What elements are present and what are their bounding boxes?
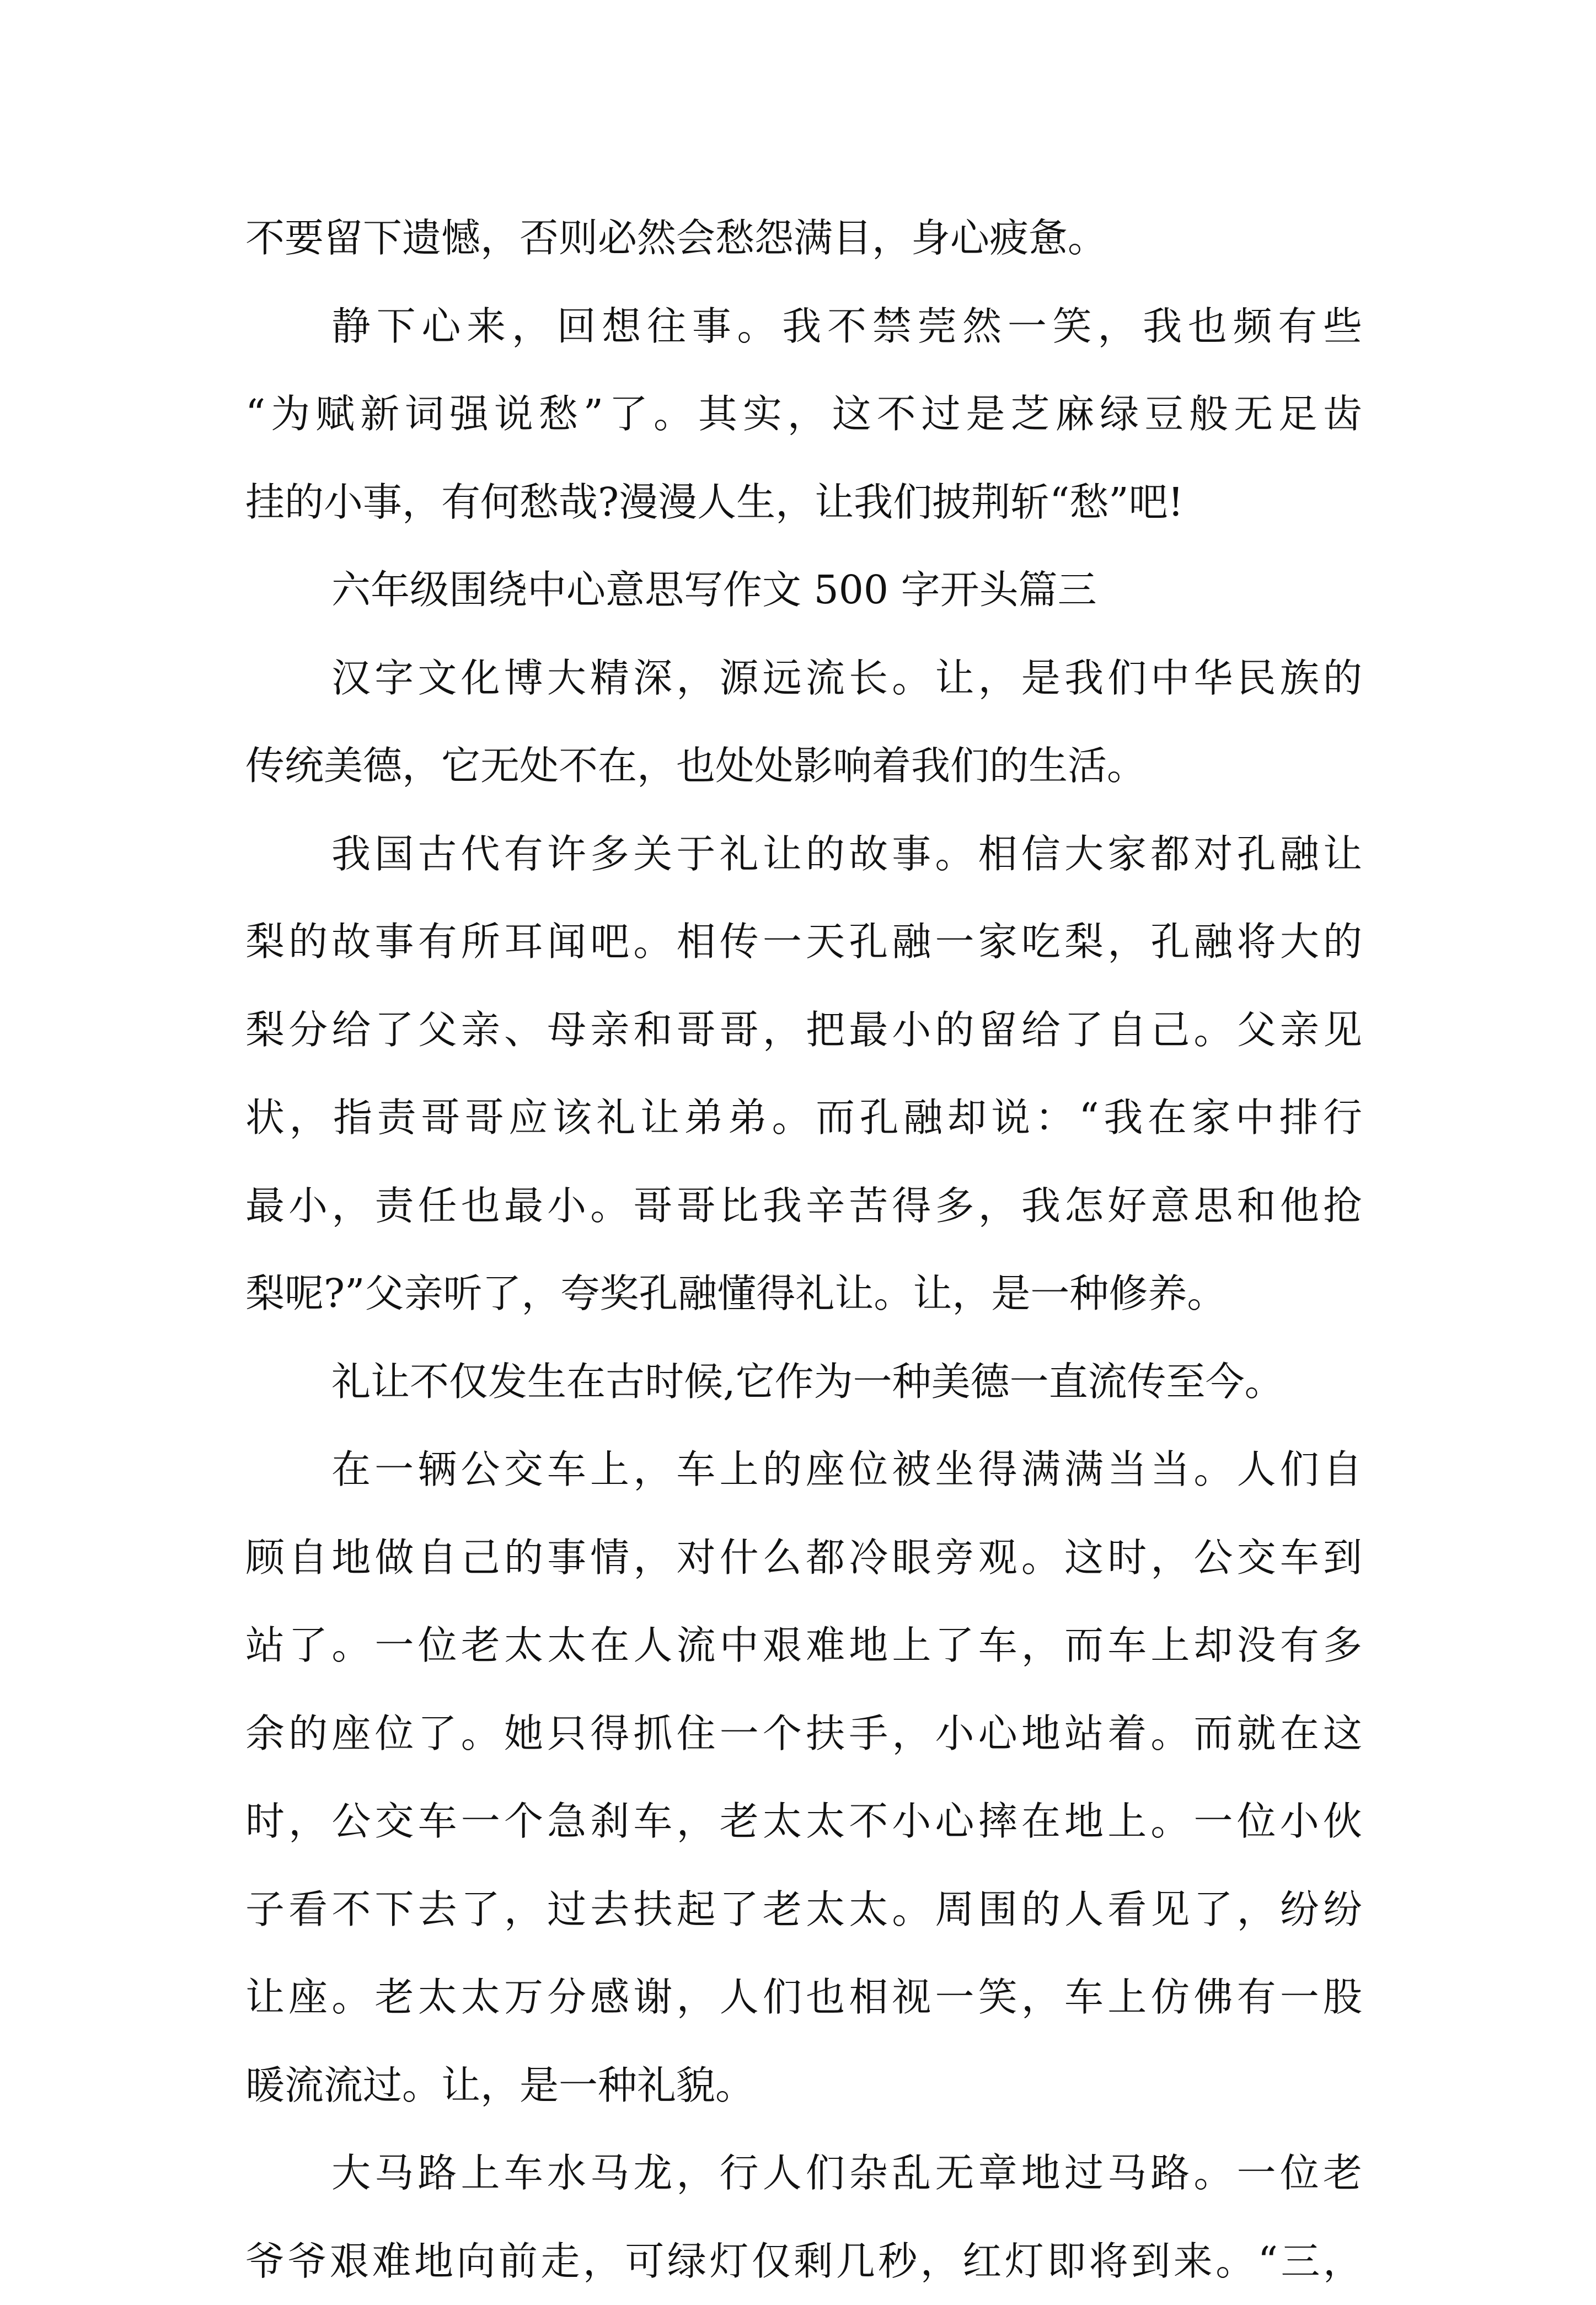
text-line: 在一辆公交车上，车上的座位被坐得满满当当。人们自 [245, 1425, 1362, 1514]
text-line: 大马路上车水马龙，行人们杂乱无章地过马路。一位老 [245, 2129, 1362, 2217]
section-heading: 六年级围绕中心意思写作文 500 字开头篇三 [245, 546, 1362, 634]
document-body [245, 194, 1362, 2305]
text-line: 不要留下遗憾，否则必然会愁怨满目，身心疲惫。 [245, 194, 1362, 282]
text-line: 让座。老太太万分感谢，人们也相视一笑，车上仿佛有一股 [245, 1953, 1362, 2041]
text-line: 最小，责任也最小。哥哥比我辛苦得多，我怎好意思和他抢 [245, 1162, 1362, 1250]
text-line: 暖流流过。让，是一种礼貌。 [245, 2041, 1362, 2130]
text-line: 礼让不仅发生在古时候,它作为一种美德一直流传至今。 [245, 1338, 1362, 1426]
text-line: “为赋新词强说愁”了。其实，这不过是芝麻绿豆般无足齿 [245, 370, 1362, 458]
text-line: 状，指责哥哥应该礼让弟弟。而孔融却说：“我在家中排行 [245, 1074, 1362, 1162]
text-line: 站了。一位老太太在人流中艰难地上了车，而车上却没有多 [245, 1601, 1362, 1690]
text-line: 余的座位了。她只得抓住一个扶手，小心地站着。而就在这 [245, 1690, 1362, 1778]
text-line: 梨呢?”父亲听了，夸奖孔融懂得礼让。让，是一种修养。 [245, 1250, 1362, 1338]
text-line: 时，公交车一个急刹车，老太太不小心摔在地上。一位小伙 [245, 1777, 1362, 1866]
text-line: 梨分给了父亲、母亲和哥哥，把最小的留给了自己。父亲见 [245, 986, 1362, 1074]
text-line: 梨的故事有所耳闻吧。相传一天孔融一家吃梨，孔融将大的 [245, 898, 1362, 986]
text-line: 我国古代有许多关于礼让的故事。相信大家都对孔融让 [245, 810, 1362, 898]
text-line: 静下心来，回想往事。我不禁莞然一笑，我也频有些 [245, 282, 1362, 371]
text-line: 顾自地做自己的事情，对什么都冷眼旁观。这时，公交车到 [245, 1514, 1362, 1602]
text-line: 挂的小事，有何愁哉?漫漫人生，让我们披荆斩“愁”吧! [245, 458, 1362, 546]
text-line: 传统美德，它无处不在，也处处影响着我们的生活。 [245, 722, 1362, 810]
text-line: 子看不下去了，过去扶起了老太太。周围的人看见了，纷纷 [245, 1866, 1362, 1954]
text-line: 爷爷艰难地向前走，可绿灯仅剩几秒，红灯即将到来。“三， [245, 2217, 1362, 2305]
text-line: 汉字文化博大精深，源远流长。让，是我们中华民族的 [245, 634, 1362, 722]
